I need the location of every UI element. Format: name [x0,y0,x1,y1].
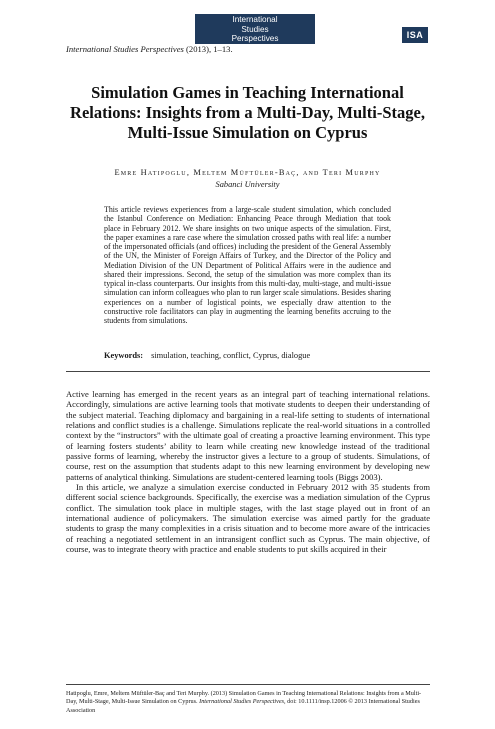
abstract: This article reviews experiences from a large-scale student simulation, which concluded the Istanbul Conference on Mediation: Enhancing Peace through Mediation that took place in February 2012. We share insights on two unique aspects of the simulation. First, the paper examines a rare case where the simulation crossed paths with real life: a number of the impersonated officials (and offices) including the president of the General Assembly of the UN, the Minister of Foreign Affairs of Turkey, and the Director of the Policy and Mediation Division of the UN Department of Political Affairs were in the audience and shared their impressions. Second, the setup of the simulation was more complex than its typical in-class counterparts. Our insights from this multi-day, multi-stage, and multi-issue simulation can inform colleagues who plan to run larger scale simulations. Besides sharing experiences on a number of logistical points, we especially draw attention to the constructive role facilitators can play in augmenting the learning benefits accruing to the students from simulations. [104,205,391,325]
isa-logo: ISA [402,27,428,43]
article-title: Simulation Games in Teaching International Relations: Insights from a Multi-Day, Multi-Stage, Multi-Issue Simulation on Cyprus [70,83,425,142]
citation-journal: International Studies Perspectives [199,698,285,706]
citation-doi: , doi: 10.1111/insp.12006 © 2013 International Studies Association [66,698,420,714]
affiliation: Sabanci University [215,180,280,189]
keywords-text: simulation, teaching, conflict, Cyprus, dialogue [151,351,311,360]
running-head [66,44,233,54]
author-list: Emre Hatipoglu, Meltem Müftüler-Baç, and Teri Murphy [114,168,381,177]
journal-banner [195,14,315,44]
keywords [104,351,394,360]
body-paragraph: Active learning has emerged in the recent years as an integral part of teaching international relations. Accordingly, simulations are active learning tools that motivate students to deepen their understanding of the subject material. Teaching diplomacy and bargaining in a real-life setting to students of international relations and conflict studies is a challenge. Simulations replicate the real-world situations in a controlled context by the “instructors” with the ultimate goal of creating a proactive learning environment. This type of learning fosters students’ ability to learn while creating new knowledge instead of the traditional passive forms of learning, whereby the instructor gives a lecture to a group of students. Simulations, of course, rest on the assumption that students adapt to this new learning environment by developing new patterns of analytical thinking. Simulations are student-centered learning tools (Biggs 2003). [66,389,430,482]
body-paragraph: In this article, we analyze a simulation exercise conducted in February 2012 with 35 students from different social science backgrounds. Specifically, the exercise was a mediation simulation of the Cyprus conflict. The simulation took place in multiple stages, with the last stage played out in front of an international audience of policymakers. The simulation exercise was aimed partly for the graduate students to grasp the many complexities in a crisis situation and to become more aware of the intricacies of reaching a negotiated settlement in an intransigent conflict such as Cyprus. The main objective, of course, was to integrate theory with practice and enable students to put skills acquired in their [66,482,430,555]
banner-line-2: Studies [241,24,269,34]
banner-line-3: Perspectives [231,34,279,44]
banner-line-1: International [232,15,278,24]
section-divider [66,371,430,372]
citation-text: Hatipoglu, Emre, Meltem Müftüler-Baç and Teri Murphy. (2013) Simulation Games in Teaching International Relations: Insights from a Multi-Day, Multi-Stage, Multi-Issue Simulation on Cyprus. [66,690,422,706]
footer-divider [66,684,430,685]
running-head-journal: International Studies Perspectives [66,44,184,54]
citation-footer [66,690,430,715]
article-body [66,389,430,555]
keywords-label: Keywords: [104,351,144,360]
running-head-issue: (2013), 1–13. [183,44,233,54]
